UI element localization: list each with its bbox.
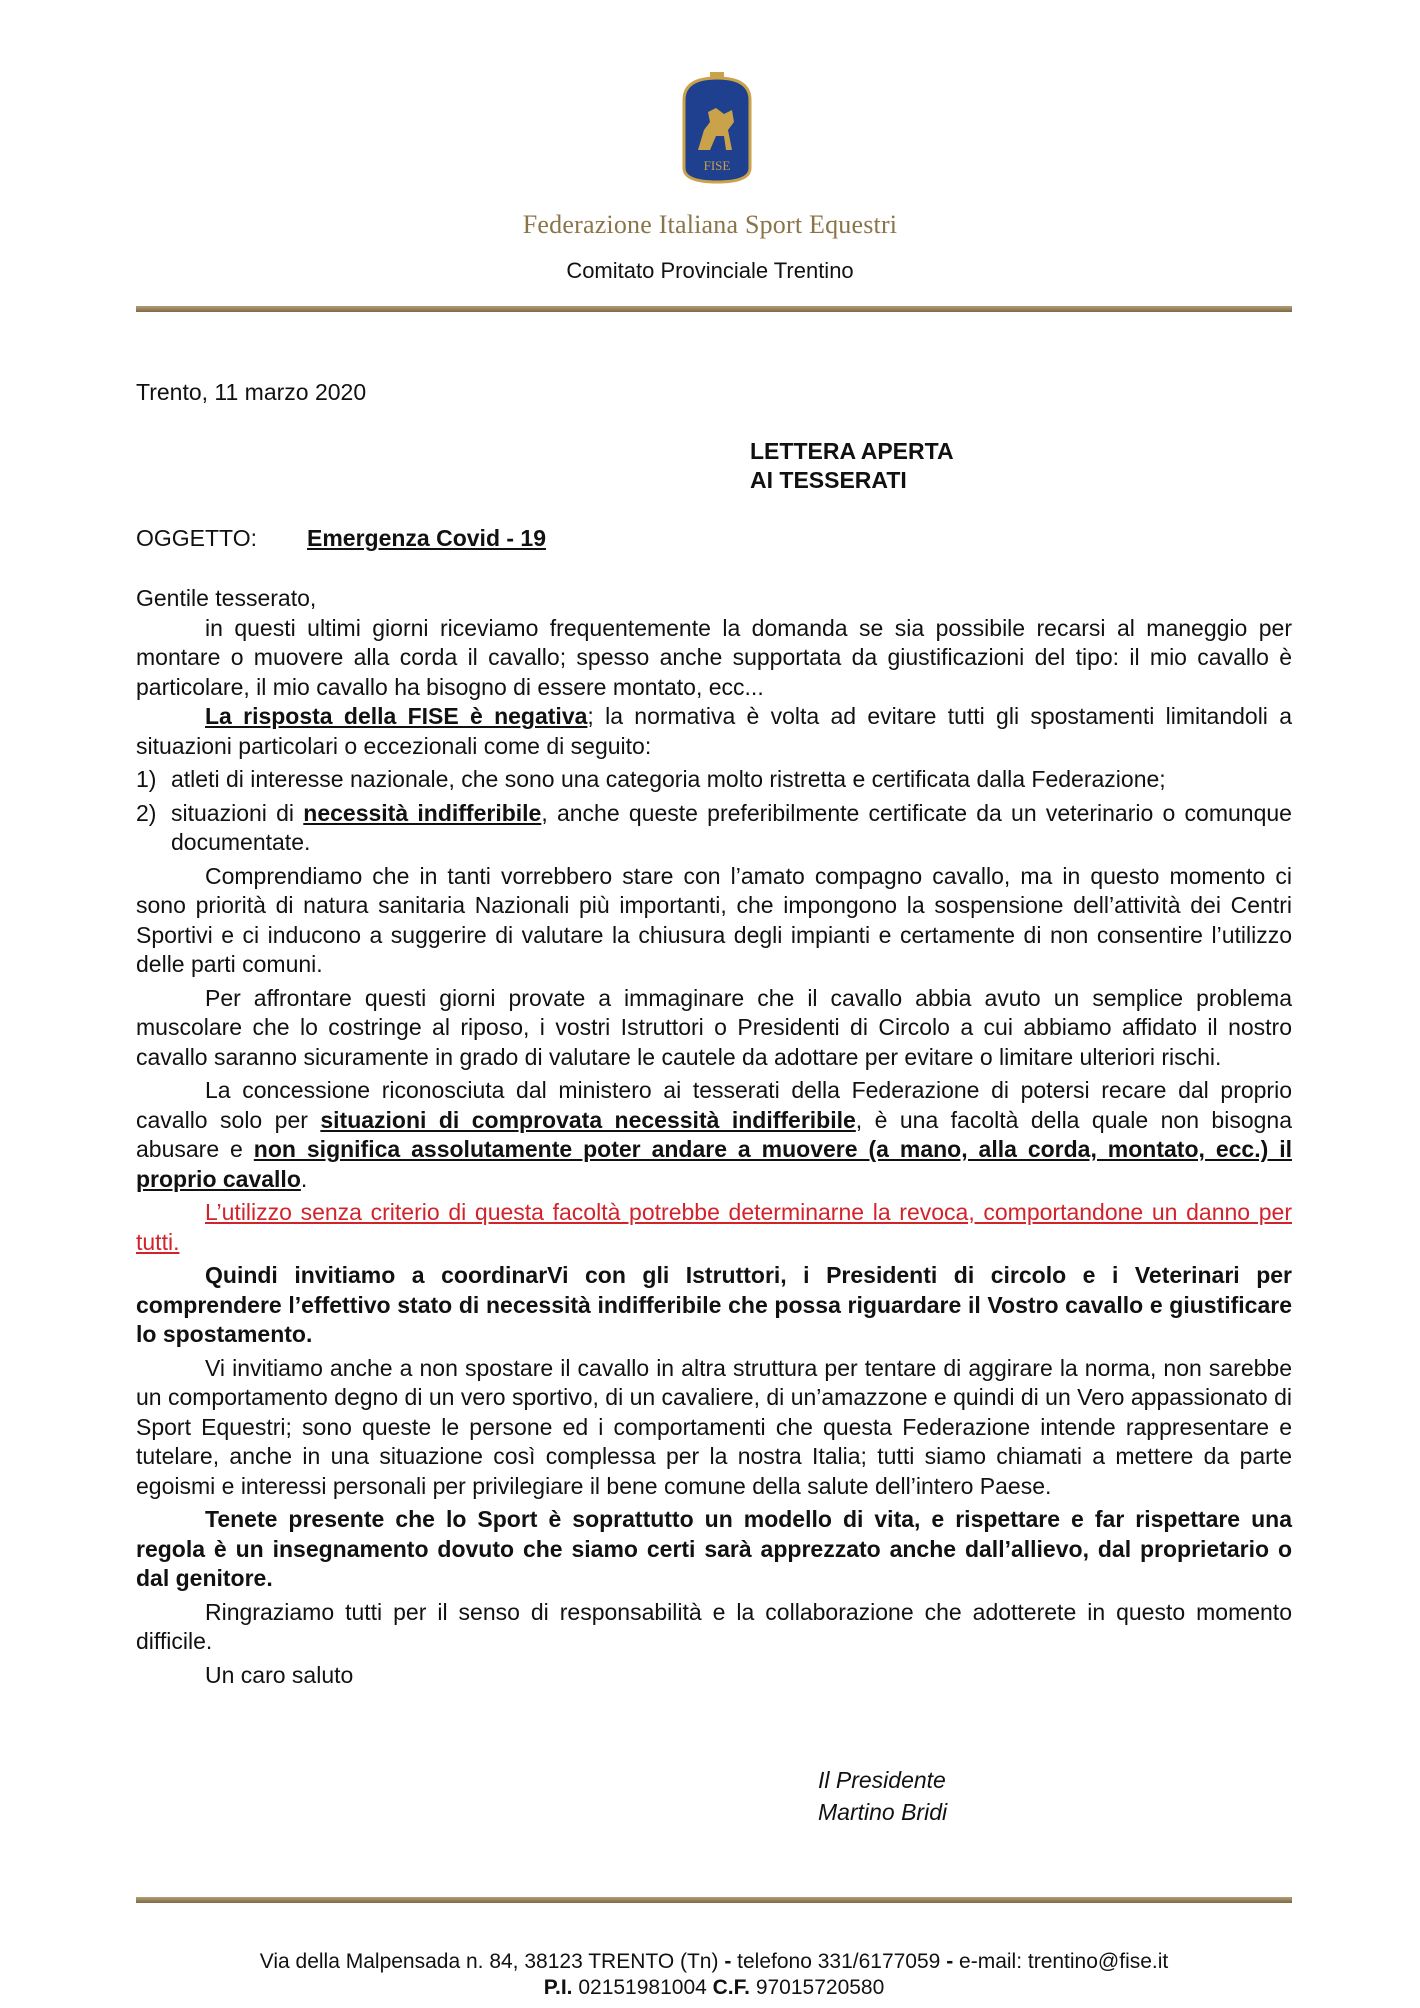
closing: Un caro saluto <box>205 1661 354 1688</box>
subject-label: OGGETTO: <box>136 525 257 551</box>
fise-logo <box>680 70 754 190</box>
paragraph-7: Quindi invitiamo a coordinarVi con gli Istruttori, i Presidenti di circolo e i Veterinari per comprendere l’effettivo stato di necessità indifferibile che possa riguardare il Vostro cavallo e giustificare lo spostamento. <box>136 1262 1292 1347</box>
paragraph-9: Tenete presente che lo Sport è soprattutto un modello di vita, e rispettare e far rispettare una regola è un insegnamento dovuto che siamo certi sarà apprezzato anche dall’allievo, dal proprietario o dal genitore. <box>136 1506 1292 1591</box>
list-item: 2) situazioni di necessità indifferibile, anche queste preferibilmente certificate da un veterinario o comunque documentate. <box>136 799 1292 855</box>
fise-answer: La risposta della FISE è negativa <box>205 703 588 729</box>
paragraph-8: Vi invitiamo anche a non spostare il cavallo in altra struttura per tentare di aggirare la norma, non sarebbe un comportamento degno di un vero sportivo, di un cavaliere, di un’amazzone e quindi di un Vero appassionato di Sport Equestri; sono queste le persone ed i comportamenti che questa Federazione intende rappresentare e tutelare, anche in una situazione così complessa per la nostra Italia; tutti siamo chiamati a mettere da parte egoismi e interessi personali per privilegiare il bene comune della salute dell’intero Paese. <box>136 1354 1292 1499</box>
greeting: Gentile tesserato, <box>136 585 317 611</box>
organization-name: Federazione Italiana Sport Equestri <box>522 210 898 239</box>
footer-cf: 97015720580 <box>749 1976 885 1999</box>
logo-emblem-text: FISE <box>703 158 731 173</box>
signature <box>818 1764 947 1828</box>
signature-name: Martino Bridi <box>818 1799 948 1825</box>
footer-tax-line: P.I. 02151981004 C.F. 97015720580 <box>543 1976 885 1999</box>
subject-value: Emergenza Covid - 19 <box>307 525 547 551</box>
footer-contact-line: Via della Malpensada n. 84, 38123 TRENTO (Tn) - telefono 331/6177059 - e-mail: trentino@fise.it <box>259 1950 1169 1973</box>
paragraph-5: La concessione riconosciuta dal ministero ai tesserati della Federazione di potersi recare dal proprio cavallo solo per situazioni di comprovata necessità indifferibile, è una facoltà della quale non bisogna abusare e non significa assolutamente poter andare a muovere (a mano, alla corda, montato, ecc.) il proprio cavallo. <box>136 1077 1293 1192</box>
letter-body <box>136 584 1292 1690</box>
list-item: 1) atleti di interesse nazionale, che sono una categoria molto ristretta e certificata dalla Federazione; <box>136 766 1166 792</box>
paragraph-10: Ringraziamo tutti per il senso di responsabilità e la collaborazione che adotterete in questo momento difficile. <box>136 1598 1292 1654</box>
footer-phone: telefono 331/6177059 <box>737 1950 941 1973</box>
footer <box>136 1949 1292 2001</box>
letter-title-line2: AI TESSERATI <box>750 467 907 493</box>
footer-address: Via della Malpensada n. 84, 38123 TRENTO (Tn) <box>259 1950 719 1973</box>
letter-title-line1: LETTERA APERTA <box>750 438 954 464</box>
footer-divider <box>136 1897 1292 1903</box>
warning-paragraph: L’utilizzo senza criterio di questa facoltà potrebbe determinarne la revoca, comportandone un danno per tutti. <box>136 1199 1292 1255</box>
paragraph-4: Per affrontare questi giorni provate a immaginare che il cavallo abbia avuto un semplice problema muscolare che lo costringe al riposo, i vostri Istruttori o Presidenti di Circolo a cui abbiamo affidato il nostro cavallo saranno sicuramente in grado di valutare le cautele da adottare per evitare o limitare ulteriori rischi. <box>136 984 1292 1070</box>
paragraph-1: in questi ultimi giorni riceviamo frequentemente la domanda se sia possibile recarsi al maneggio per montare o muovere alla corda il cavallo; spesso anche supportata da giustificazioni del tipo: il mio cavallo è particolare, il mio cavallo ha bisogno di essere montato, ecc... <box>136 614 1292 700</box>
letter-date: Trento, 11 marzo 2020 <box>136 379 367 405</box>
paragraph-3: Comprendiamo che in tanti vorrebbero stare con l’amato compagno cavallo, ma in questo momento ci sono priorità di natura sanitaria Nazionali più importanti, che impongono la sospensione dell’attività dei Centri Sportivi e ci inducono a suggerire di valutare la chiusura degli impianti e certamente di non consentire l’utilizzo delle parti comuni. <box>136 862 1292 977</box>
committee-name: Comitato Provinciale Trentino <box>566 258 854 283</box>
letter-title <box>750 437 954 495</box>
footer-email: e-mail: trentino@fise.it <box>959 1950 1169 1973</box>
signature-role: Il Presidente <box>818 1767 946 1793</box>
paragraph-2: La risposta della FISE è negativa; la normativa è volta ad evitare tutti gli spostamenti limitandoli a situazioni particolari o eccezionali come di seguito: <box>136 703 1292 759</box>
header-divider <box>136 306 1292 312</box>
footer-pi: 02151981004 <box>572 1976 713 1999</box>
